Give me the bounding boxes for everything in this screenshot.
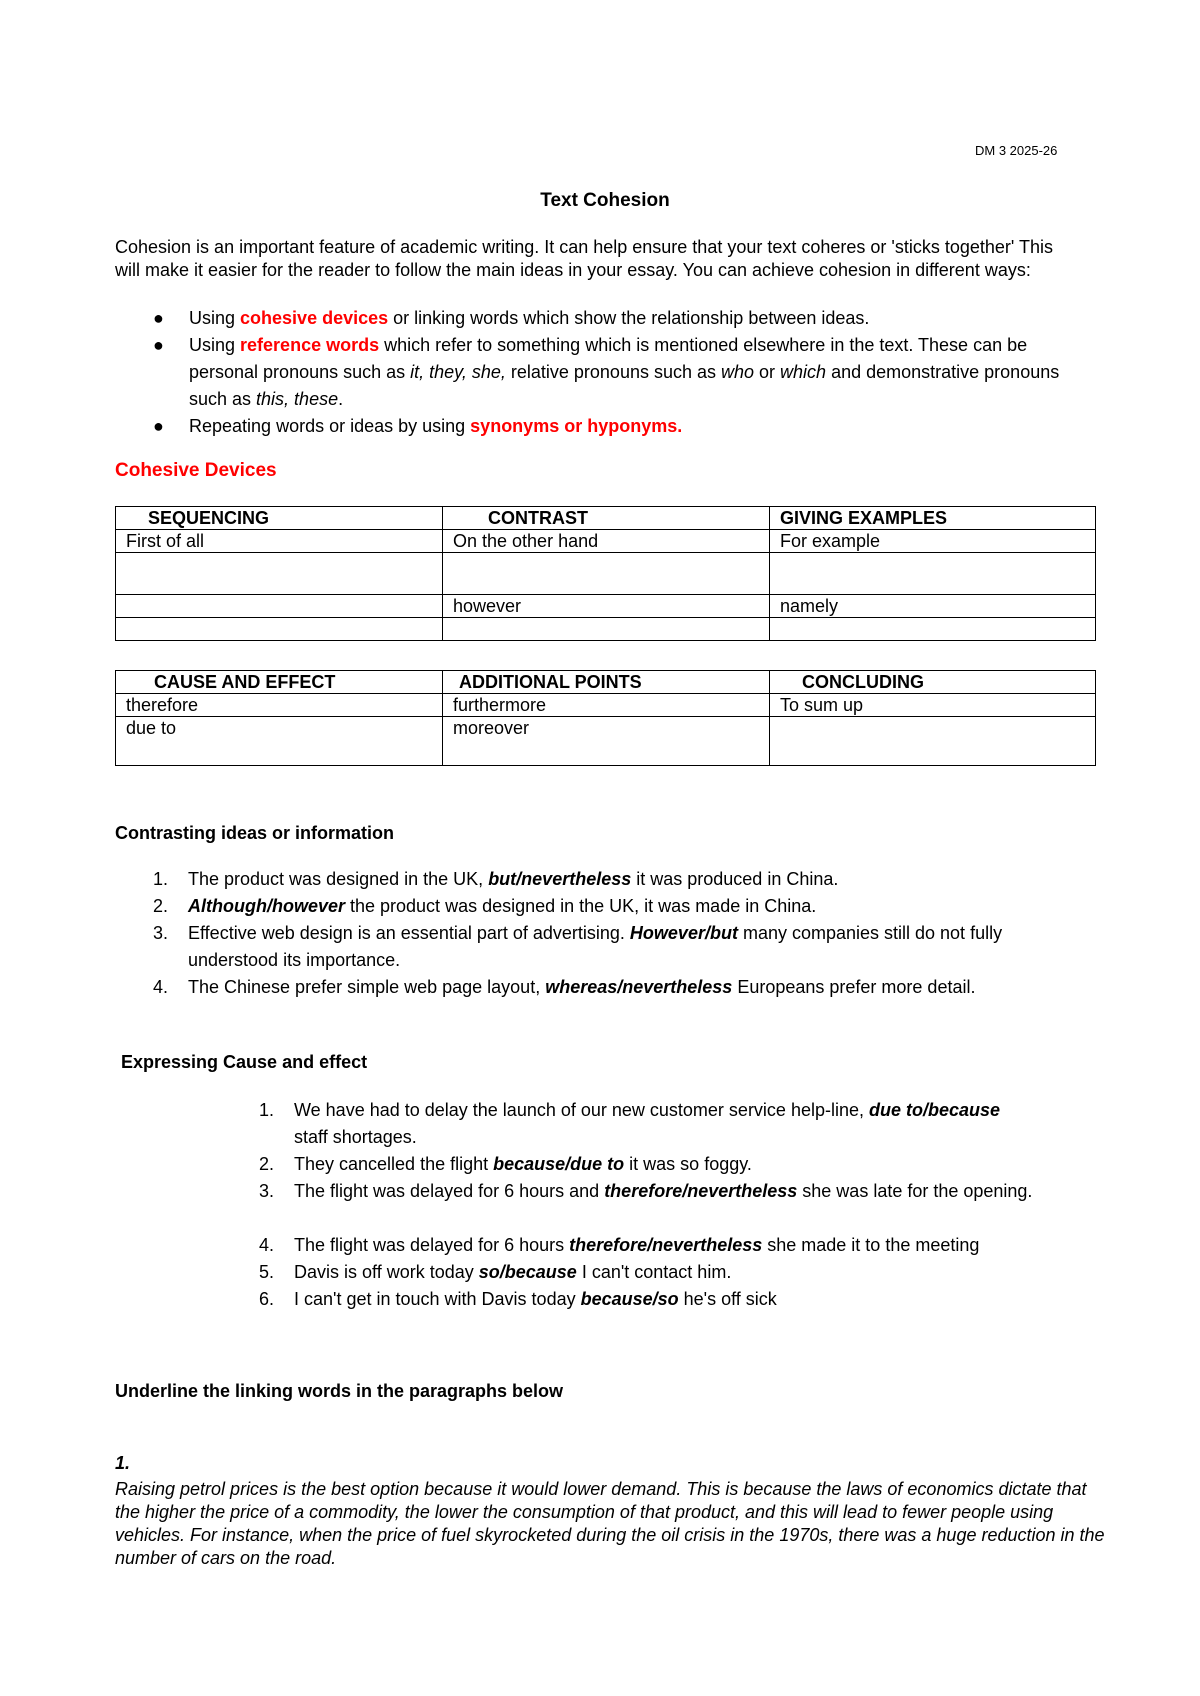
table-cell [116,618,443,641]
table-cell [770,553,1096,595]
column-header: GIVING EXAMPLES [770,507,1096,530]
column-header: ADDITIONAL POINTS [443,671,770,694]
table-cell: moreover [443,717,770,766]
devices-table-2 [115,670,1096,766]
table-cell: therefore [116,694,443,717]
table-cell: furthermore [443,694,770,717]
table-cell: For example [770,530,1096,553]
intro-paragraph: Cohesion is an important feature of academic writing. It can help ensure that your text coheres or 'sticks together' This will make it easier for the reader to follow the main ideas in your essay. You can achieve cohesion in different ways: [115,237,1054,280]
contrast-list: 1. The product was designed in the UK, but/nevertheless it was produced in China. 2. Although/however the product was designed in the UK, it was made in China. 3. Effective web design is an essential part of advertising. However/but many companies still do not fully understood its importance. 4. The Chinese prefer simple web page layout, whereas/nevertheless Europeans prefer more detail. [152,869,1003,997]
table-cell [443,553,770,595]
table-cell: To sum up [770,694,1096,717]
column-header: SEQUENCING [116,507,443,530]
page-title: Text Cohesion [540,190,670,211]
table-cell [116,553,443,595]
highlight-term: synonyms or hyponyms. [470,416,683,436]
table-cell: First of all [116,530,443,553]
table-cell: due to [116,717,443,766]
table-header-row [116,507,1096,530]
table-row [116,618,1096,641]
highlight-term: reference words [240,335,380,355]
column-header: CAUSE AND EFFECT [116,671,443,694]
underline-heading: Underline the linking words in the paragraphs below [115,1381,564,1401]
table-row [116,595,1096,618]
table-header-row [116,671,1096,694]
table-cell [770,717,1096,766]
table-cell [116,595,443,618]
table-cell: however [443,595,770,618]
cause-list: 1. We have had to delay the launch of our new customer service help-line, due to/because staff shortages. 2. They cancelled the flight because/due to it was so foggy. 3. The flight was delayed for 6 hours and therefore/nevertheless she was late for the opening. 4. The flight was delayed for 6 hours therefore/nevertheless she made it to the meeting 5. Davis is off work today so/because I can't contact him. 6. I can't get in touch with Davis today because/so he's off sick [258,1100,1033,1309]
table-row [116,553,1096,595]
column-header: CONTRAST [443,507,770,530]
devices-table-1 [115,506,1096,641]
highlight-term: cohesive devices [240,308,389,328]
column-header: CONCLUDING [770,671,1096,694]
paragraph-number: 1. [115,1453,131,1473]
bullet-item: ● Using reference words which refer to something which is mentioned elsewhere in the text. These can be personal pronouns such as it, they, she, relative pronouns such as who or which and demonstrative pronouns such as this, these. [115,332,1085,413]
bullet-icon: ● [153,308,164,328]
document-code: DM 3 2025-26 [975,143,1058,158]
bullet-icon: ● [153,335,164,355]
bullet-item: ● Repeating words or ideas by using synonyms or hyponyms. [115,413,1085,440]
bullet-item: ● Using cohesive devices or linking words which show the relationship between ideas. [115,305,1085,332]
table-cell [770,618,1096,641]
cause-heading: Expressing Cause and effect [121,1052,368,1072]
table-row [116,530,1096,553]
table-cell: namely [770,595,1096,618]
table-cell: On the other hand [443,530,770,553]
contrast-heading: Contrasting ideas or information [115,823,395,843]
table-row [116,694,1096,717]
exercise-paragraph: Raising petrol prices is the best option because it would lower demand. This is because the laws of economics dictate that the higher the price of a commodity, the lower the consumption of that product, and this will lead to fewer people using vehicles. For instance, when the price of fuel skyrocketed during the oil crisis in the 1970s, there was a huge reduction in the number of cars on the road. [115,1479,1105,1568]
bullet-icon: ● [153,416,164,436]
cohesive-devices-heading: Cohesive Devices [115,460,277,481]
table-row [116,717,1096,766]
table-cell [443,618,770,641]
